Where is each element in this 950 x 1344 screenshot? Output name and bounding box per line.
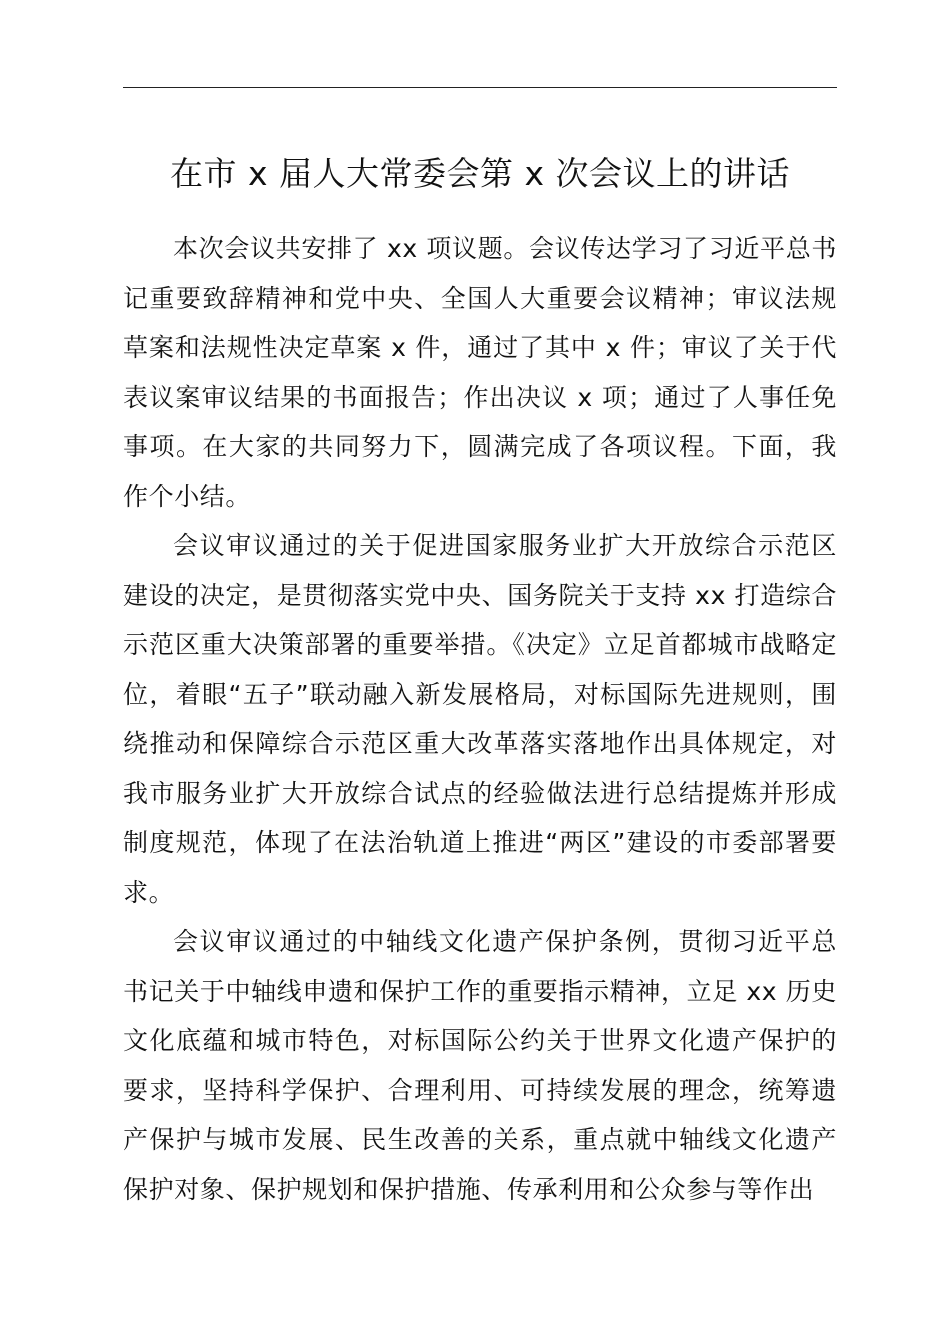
paragraph-2: 会议审议通过的关于促进国家服务业扩大开放综合示范区建设的决定，是贯彻落实党中央、国务院关于支持 xx 打造综合示范区重大决策部署的重要举措。《决定》立足首都城市战略定位，着眼“五子”联动融入新发展格局，对标国际先进规则，围绕推动和保障综合示范区重大改革落实落地作出具体规定，对我市服务业扩大开放综合试点的经验做法进行总结提炼并形成制度规范，体现了在法治轨道上推进“两区”建设的市委部署要求。 — [123, 531, 837, 907]
document-title: 在市 x 届人大常委会第 x 次会议上的讲话 — [169, 154, 791, 193]
paragraph-3: 会议审议通过的中轴线文化遗产保护条例，贯彻习近平总书记关于中轴线申遗和保护工作的重要指示精神，立足 xx 历史文化底蕴和城市特色，对标国际公约关于世界文化遗产保护的要求，坚持科学保护、合理利用、可持续发展的理念，统筹遗产保护与城市发展、民生改善的关系，重点就中轴线文化遗产保护对象、保护规划和保护措施、传承利用和公众参与等作出 — [123, 927, 837, 1204]
paragraph-1: 本次会议共安排了 xx 项议题。会议传达学习了习近平总书记重要致辞精神和党中央、全国人大重要会议精神；审议法规草案和法规性决定草案 x 件，通过了其中 x 件；审议了关于代表议案审议结果的书面报告；作出决议 x 项；通过了人事任免事项。在大家的共同努力下，圆满完成了各项议程。下面，我作个小结。 — [123, 234, 837, 511]
document-body — [123, 224, 837, 1214]
header-rule — [123, 87, 837, 88]
